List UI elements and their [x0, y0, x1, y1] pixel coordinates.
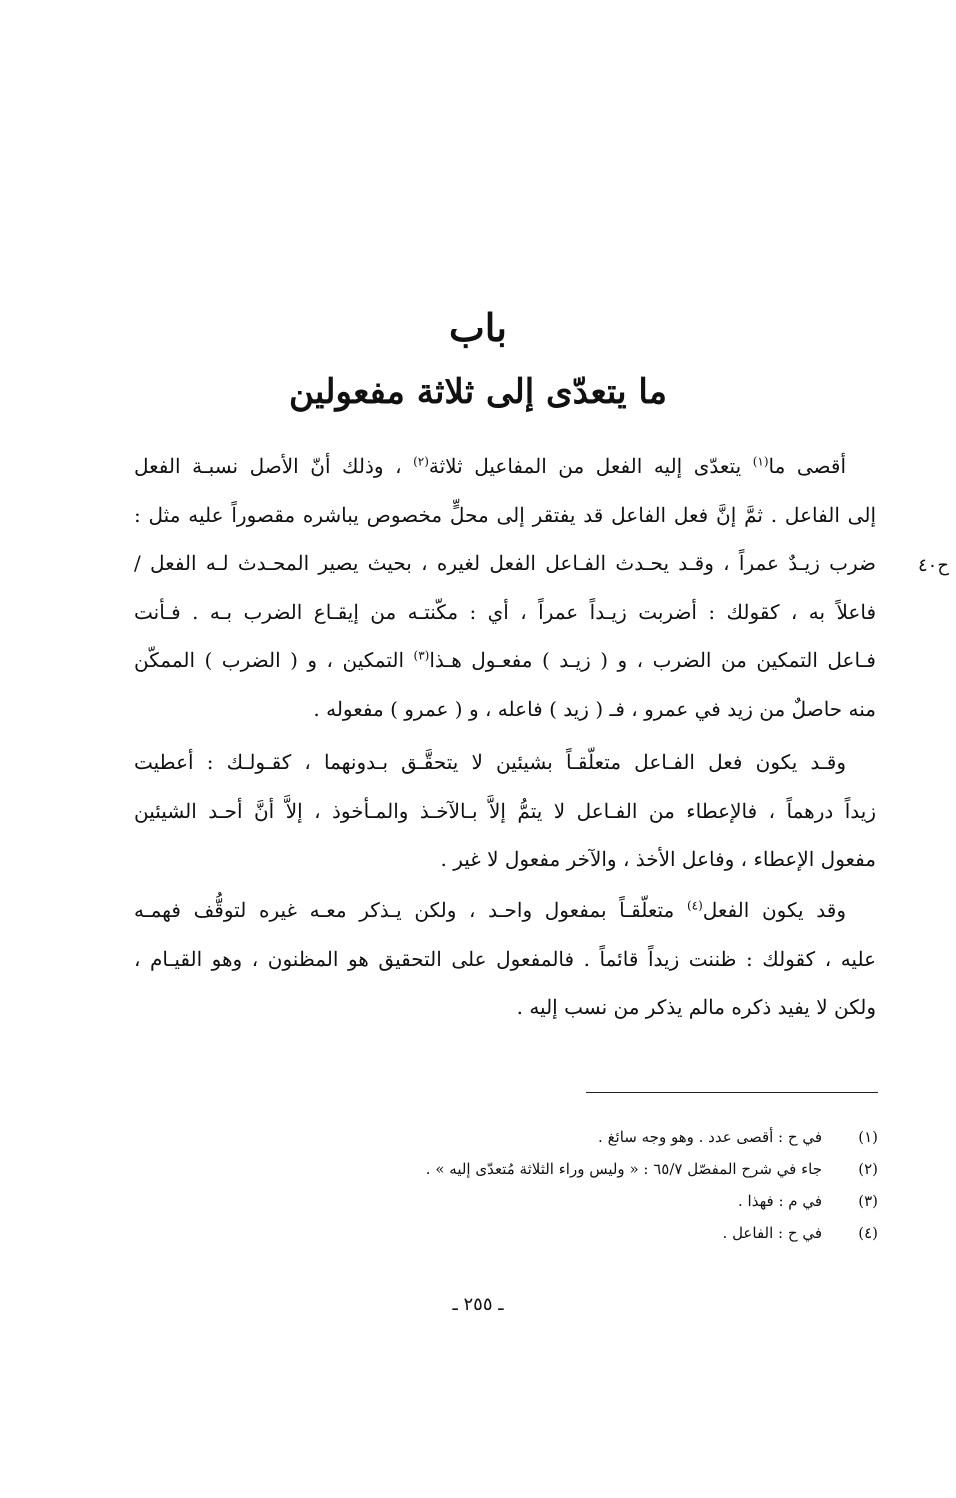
text-segment: وقـد يكون فعل الفـاعل متعلّقـاً بشيئين لا يتحقَّـق بـدونهما ، كقـولـك : أعطيت — [134, 750, 846, 774]
text-segment: ولكن لا يفيد ذكره مالم يذكر من نسب إليه . — [516, 995, 876, 1019]
footnote — [300, 1184, 878, 1218]
margin-manuscript-reference: ح٤٠ — [918, 555, 949, 576]
footnote-text: في م : فهذا . — [738, 1192, 822, 1210]
body-line — [134, 590, 876, 634]
chapter-title: باب — [449, 305, 507, 350]
text-segment: وقد يكون الفعل — [702, 898, 846, 922]
footnote-number: (٣) — [858, 1192, 878, 1210]
body-line — [134, 888, 846, 932]
footnote-number: (٤) — [858, 1224, 878, 1242]
footnote — [300, 1152, 878, 1186]
body-line — [134, 444, 846, 488]
text-segment: يتعدّى إليه الفعل من المفاعيل ثلاثة — [428, 454, 753, 478]
text-segment: مفعول الإعطاء ، وفاعل الأخذ ، والآخر مفعول لا غير . — [440, 847, 876, 871]
text-segment: ، وذلك أنّ الأصل نسبـة الفعل — [134, 454, 414, 478]
text-segment: متعلّقـاً بمفعول واحـد ، ولكن يـذكر معـه غيره لتوقُّف فهمـه — [134, 898, 687, 922]
page-number: ـ ٢٥٥ ـ — [452, 1294, 504, 1315]
text-segment: فاعلاً به ، كقولك : أضربت زيـداً عمراً ، أي : مكّنتـه من إيقـاع الضرب بـه . فـأنت — [134, 599, 876, 624]
footnote-number: (١) — [858, 1128, 878, 1146]
body-line — [134, 687, 876, 731]
footnote — [300, 1120, 878, 1154]
footnote-number: (٢) — [858, 1160, 878, 1178]
footnote — [300, 1216, 878, 1250]
text-segment: أقصى ما — [768, 454, 846, 478]
footnote-reference: (٢) — [413, 454, 429, 469]
text-segment: فـاعل التمكين من الضرب ، و ( زيـد ) مفعـول هـذا — [429, 648, 876, 672]
text-segment: زيداً درهماً ، فالإعطاء من الفـاعل لا يتمُّ إلاَّ بـالآخـذ والمـأخوذ ، إلاَّ أنَّ أحـد الشيئين — [134, 798, 876, 823]
body-line — [134, 837, 876, 881]
body-line — [134, 740, 846, 784]
chapter-subtitle: ما يتعدّى إلى ثلاثة مفعولين — [289, 372, 667, 412]
footnote-separator — [586, 1092, 878, 1093]
footnote-reference: (٤) — [686, 898, 703, 913]
text-segment: إلى الفاعل . ثمَّ إنَّ فعل الفاعل قد يفتقر إلى محلٍّ مخصوص يباشره مقصوراً عليه مثل : — [134, 502, 876, 527]
body-line — [134, 493, 876, 537]
text-segment: ضرب زيـدٌ عمراً ، وقـد يحـدث الفـاعل الفعل لغيره ، بحيث يصير المحـدث لـه الفعل / — [134, 551, 876, 575]
footnote-text: في ح : أقصى عدد . وهو وجه سائغ . — [598, 1128, 822, 1146]
footnote-text: جاء في شرح المفصّل ٦٥/٧ : « وليس وراء الثلاثة مُتعدّى إليه » . — [425, 1160, 822, 1178]
footnote-reference: (١) — [752, 454, 769, 469]
text-segment: عليه ، كقولك : ظننت زيداً قائماً . فالمفعول على التحقيق هو المظنون ، وهو القيـام ، — [134, 946, 876, 971]
body-line — [134, 985, 876, 1029]
footnote-text: في ح : الفاعل . — [722, 1224, 822, 1242]
text-segment: التمكين ، و ( الضرب ) الممكّن — [134, 648, 414, 672]
body-line — [134, 789, 876, 833]
body-line — [134, 541, 876, 585]
body-line — [134, 638, 876, 682]
footnote-reference: (٣) — [413, 648, 430, 663]
text-segment: منه حاصلٌ من زيد في عمرو ، فـ ( زيد ) فاعله ، و ( عمرو ) مفعوله . — [313, 696, 876, 721]
body-line — [134, 937, 876, 981]
